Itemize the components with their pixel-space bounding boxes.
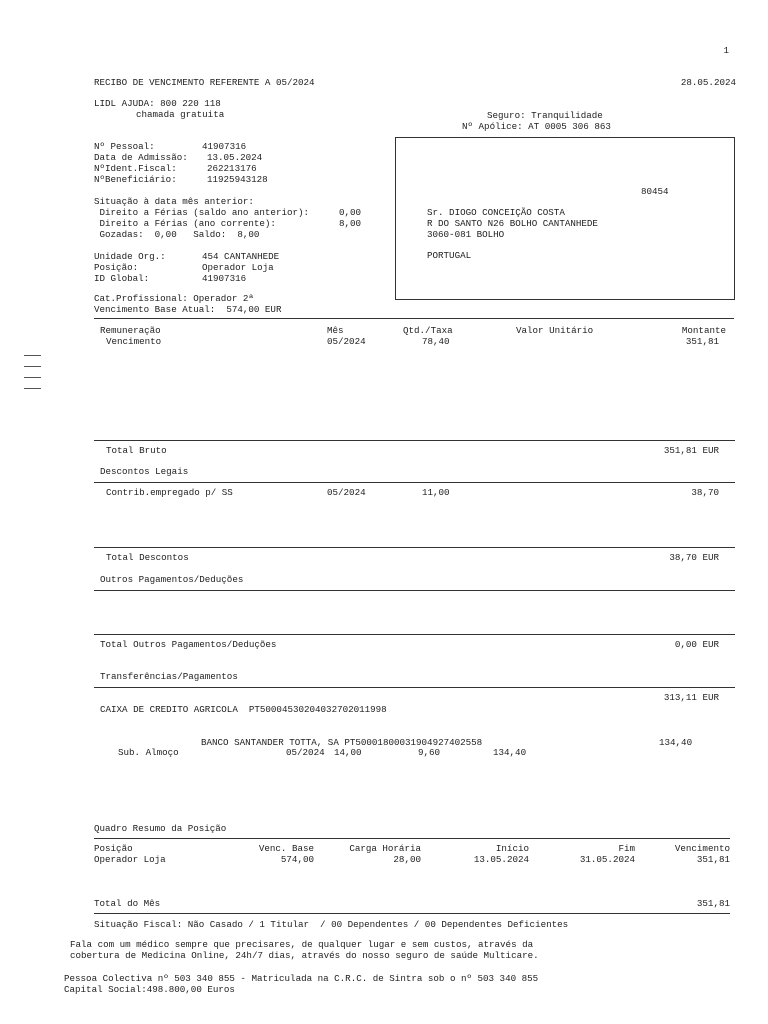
- pessoal-label: Nº Pessoal:: [94, 141, 155, 152]
- fiscal-label: NºIdent.Fiscal:: [94, 163, 177, 174]
- total-outros-label: Total Outros Pagamentos/Deduções: [100, 639, 277, 650]
- descontos-title: Descontos Legais: [100, 466, 189, 477]
- margin-tick: [24, 366, 41, 367]
- medico-line-2: cobertura de Medicina Online, 24h/7 dias, através do nosso seguro de saúde Multicare.: [70, 950, 539, 961]
- transfer1-bank: CAIXA DE CREDITO AGRICOLA PT50004530204032702011998: [100, 704, 387, 715]
- total-bruto-value: 351,81 EUR: [663, 445, 719, 456]
- medico-line-1: Fala com um médico sempre que precisares, de qualquer lugar e sem custos, através da: [70, 939, 534, 950]
- fiscal-value: 262213176: [207, 163, 257, 174]
- empresa-line-2: Capital Social:498.800,00 Euros: [64, 984, 235, 995]
- resumo-venc: 351,81: [696, 854, 730, 865]
- document-title: RECIBO DE VENCIMENTO REFERENTE A 05/2024: [94, 77, 315, 88]
- divider: [94, 547, 735, 548]
- sub-almoco-valor: 9,60: [418, 747, 441, 758]
- total-bruto-label: Total Bruto: [106, 445, 167, 456]
- divider: [94, 913, 730, 914]
- help-note: chamada gratuita: [136, 109, 225, 120]
- divider: [94, 440, 735, 441]
- admissao-label: Data de Admissão:: [94, 152, 188, 163]
- resumo-h-fim: Fim: [618, 843, 635, 854]
- pessoal-value: 41907316: [202, 141, 247, 152]
- row-vencimento-qtd: 78,40: [422, 336, 450, 347]
- row-ss-montante: 38,70: [691, 487, 719, 498]
- ferias-ant-value: 0,00: [339, 207, 362, 218]
- total-descontos-value: 38,70 EUR: [669, 552, 719, 563]
- transfer1-value: 313,11 EUR: [663, 692, 719, 703]
- admissao-value: 13.05.2024: [207, 152, 263, 163]
- header-divider: [94, 318, 734, 319]
- row-ss-mes: 05/2024: [327, 487, 366, 498]
- transferencias-title: Transferências/Pagamentos: [100, 671, 238, 682]
- id-global-value: 41907316: [202, 273, 247, 284]
- resumo-fim: 31.05.2024: [579, 854, 635, 865]
- cat-profissional: Cat.Profissional: Operador 2ª: [94, 293, 254, 304]
- document-date: 28.05.2024: [680, 77, 736, 88]
- resumo-title: Quadro Resumo da Posição: [94, 823, 227, 834]
- row-vencimento-mes: 05/2024: [327, 336, 366, 347]
- col-remuneracao: Remuneração: [100, 325, 161, 336]
- divider: [94, 590, 735, 591]
- resumo-h-base: Venc. Base: [258, 843, 314, 854]
- posicao-label: Posição:: [94, 262, 139, 273]
- address-code: 80454: [641, 186, 669, 197]
- ferias-cor-value: 8,00: [339, 218, 362, 229]
- total-mes-value: 351,81: [696, 898, 730, 909]
- help-line: LIDL AJUDA: 800 220 118: [94, 98, 221, 109]
- address-postal: 3060-081 BOLHO: [427, 229, 505, 240]
- total-outros-value: 0,00 EUR: [674, 639, 719, 650]
- transfer2-bank: BANCO SANTANDER TOTTA, SA PT50001800031904927402558: [201, 737, 483, 748]
- margin-tick: [24, 355, 41, 356]
- posicao-value: Operador Loja: [202, 262, 274, 273]
- row-vencimento-montante: 351,81: [685, 336, 719, 347]
- resumo-h-posicao: Posição: [94, 843, 133, 854]
- col-mes: Mês: [327, 325, 344, 336]
- divider: [94, 838, 730, 839]
- empresa-line-1: Pessoa Colectiva nº 503 340 855 - Matriculada na C.R.C. de Sintra sob o nº 503 340 855: [64, 973, 539, 984]
- insurance-policy: Nº Apólice: AT 0005 306 863: [462, 121, 611, 132]
- resumo-base: 574,00: [280, 854, 314, 865]
- resumo-posicao: Operador Loja: [94, 854, 166, 865]
- address-street: R DO SANTO N26 BOLHO CANTANHEDE: [427, 218, 598, 229]
- col-montante: Montante: [681, 325, 726, 336]
- resumo-h-inicio: Início: [495, 843, 529, 854]
- sub-almoco-qtd: 14,00: [334, 747, 362, 758]
- total-mes-label: Total do Mês: [94, 898, 161, 909]
- insurance-name: Seguro: Tranquilidade: [487, 110, 603, 121]
- vencimento-base: Vencimento Base Atual: 574,00 EUR: [94, 304, 282, 315]
- col-qtd: Qtd./Taxa: [403, 325, 453, 336]
- resumo-carga: 28,00: [393, 854, 421, 865]
- row-vencimento-name: Vencimento: [106, 336, 162, 347]
- beneficiario-label: NºBeneficiário:: [94, 174, 177, 185]
- page-number: 1: [723, 45, 729, 56]
- total-descontos-label: Total Descontos: [106, 552, 189, 563]
- resumo-h-venc: Vencimento: [674, 843, 730, 854]
- sub-almoco-mes: 05/2024: [286, 747, 325, 758]
- situacao-title: Situação à data mês anterior:: [94, 196, 254, 207]
- row-ss-name: Contrib.empregado p/ SS: [106, 487, 233, 498]
- resumo-h-carga: Carga Horária: [349, 843, 421, 854]
- resumo-inicio: 13.05.2024: [473, 854, 529, 865]
- divider: [94, 482, 735, 483]
- divider: [94, 634, 735, 635]
- situacao-fiscal: Situação Fiscal: Não Casado / 1 Titular / 00 Dependentes / 00 Dependentes Deficientes: [94, 919, 569, 930]
- ferias-cor-label: Direito a Férias (ano corrente):: [94, 218, 276, 229]
- gozadas-line: Gozadas: 0,00 Saldo: 8,00: [94, 229, 260, 240]
- outros-title: Outros Pagamentos/Deduções: [100, 574, 244, 585]
- address-name: Sr. DIOGO CONCEIÇÃO COSTA: [427, 207, 565, 218]
- transfer2-value: 134,40: [659, 737, 693, 748]
- row-ss-qtd: 11,00: [422, 487, 450, 498]
- address-country: PORTUGAL: [427, 250, 472, 261]
- margin-tick: [24, 377, 41, 378]
- divider: [94, 687, 735, 688]
- sub-almoco-montante: 134,40: [493, 747, 527, 758]
- col-valor: Valor Unitário: [516, 325, 594, 336]
- margin-tick: [24, 388, 41, 389]
- id-global-label: ID Global:: [94, 273, 150, 284]
- sub-almoco-name: Sub. Almoço: [118, 747, 179, 758]
- beneficiario-value: 11925943128: [207, 174, 268, 185]
- ferias-ant-label: Direito a Férias (saldo ano anterior):: [94, 207, 310, 218]
- unidade-label: Unidade Org.:: [94, 251, 166, 262]
- unidade-value: 454 CANTANHEDE: [202, 251, 280, 262]
